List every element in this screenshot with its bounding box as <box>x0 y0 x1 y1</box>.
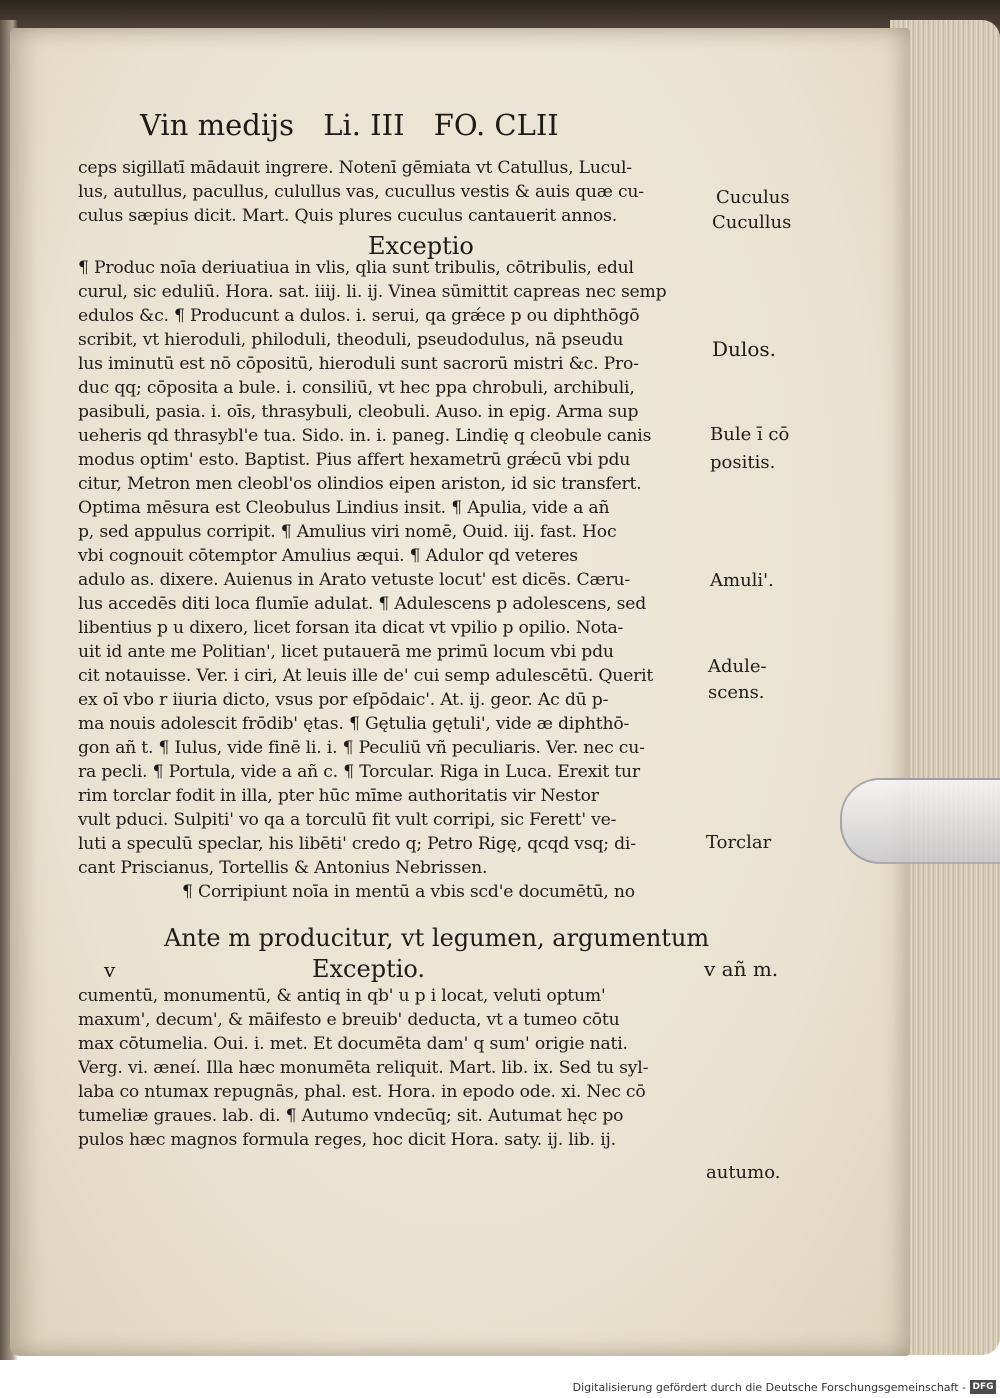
text-line: cant Priscianus, Tortellis & Antonius Nebrissen. <box>78 858 488 878</box>
text-line: culus sæpius dicit. Mart. Quis plures cuculus cantauerit annos. <box>78 206 617 226</box>
margin-note-adule-1: Adule- <box>708 656 767 677</box>
margin-note-adule-2: scens. <box>708 682 765 703</box>
section-heading-ante-m: Ante m producitur, vt legumen, argumentum <box>164 924 710 952</box>
footer-credit: Digitalisierung gefördert durch die Deutsche Forschungsgemeinschaft - <box>572 1381 966 1394</box>
text-line: Verg. vi. æneí. Illa hæc monumēta reliquit. Mart. lib. ix. Sed tu syl- <box>78 1058 649 1078</box>
text-line: p, sed appulus corripit. ¶ Amulius viri nomē, Ouid. iij. fast. Hoc <box>78 522 617 542</box>
section-heading-exceptio-2: Exceptio. <box>312 955 426 983</box>
margin-note-amulius: Amuli'. <box>710 570 774 591</box>
text-line: pasibuli, pasia. i. oīs, thrasybuli, cleobuli. Auso. in epig. Arma sup <box>78 402 639 422</box>
text-line: gon añ t. ¶ Iulus, vide finē li. i. ¶ Peculiū vñ peculiaris. Ver. nec cu- <box>78 738 645 758</box>
text-line: ma nouis adolescit frōdib' ętas. ¶ Gętulia gętuli', vide æ diphthō- <box>78 714 630 734</box>
text-line: tumeliæ graues. lab. di. ¶ Autumo vndecūq; sit. Autumat hęc po <box>78 1106 624 1126</box>
running-head-folio: FO. CLII <box>433 108 559 142</box>
margin-note-dulos: Dulos. <box>712 337 776 361</box>
text-line: Optima mēsura est Cleobulus Lindius insit. ¶ Apulia, vide a añ <box>78 498 610 518</box>
text-line: duc qq; cōposita a bule. i. consiliū, vt hec ppa chrobuli, archibuli, <box>78 378 635 398</box>
running-head <box>140 108 660 142</box>
margin-note-cuculus: Cuculus <box>716 187 790 208</box>
text-line: max cōtumelia. Oui. i. met. Et documēta dam' q sum' origie nati. <box>78 1034 628 1054</box>
margin-note-cucullus: Cucullus <box>712 212 792 233</box>
margin-note-v-an-m: v añ m. <box>704 957 779 981</box>
margin-note-torclar: Torclar <box>706 832 772 853</box>
text-line: ceps sigillatī mādauit ingrere. Notenī gēmiata vt Catullus, Lucul- <box>78 158 632 178</box>
text-line: luti a speculū speclar, his libēti' credo q; Petro Rigę, qcqd vsq; di- <box>78 834 636 854</box>
dfg-logo: DFG <box>970 1380 996 1394</box>
margin-note-autumo: autumo. <box>706 1162 781 1183</box>
margin-note-bule-1: Bule ī cō <box>710 424 790 445</box>
section-letter-v: v <box>104 958 116 982</box>
running-head-left: Vin medijs <box>140 108 294 142</box>
text-line: ex oī vbo r iiuria dicto, vsus por eſpōdaic'. At. ij. geor. Ac dū p- <box>78 690 609 710</box>
page-clip <box>840 778 1000 864</box>
text-line: adulo as. dixere. Auienus in Arato vetuste locut' est dicēs. Cæru- <box>78 570 630 590</box>
text-line: ra pecli. ¶ Portula, vide a añ c. ¶ Torcular. Riga in Luca. Erexit tur <box>78 762 640 782</box>
text-line: cumentū, monumentū, & antiq in qb' u p i locat, veluti optum' <box>78 986 606 1006</box>
text-line: scribit, vt hieroduli, philoduli, theoduli, pseudodulus, nā pseudu <box>78 330 624 350</box>
text-line: libentius p u dixero, licet forsan ita dicat vt vpilio p opilio. Nota- <box>78 618 624 638</box>
text-line: edulos &c. ¶ Producunt a dulos. i. serui, qa grǽce p ou diphthōgō <box>78 306 640 326</box>
text-line: lus accedēs diti loca flumīe adulat. ¶ Adulescens p adolescens, sed <box>78 594 647 614</box>
text-line: vbi cognouit cōtemptor Amulius æqui. ¶ Adulor qd veteres <box>78 546 578 566</box>
text-line: citur, Metron men cleobl'os olindios eipen ariston, id sic transfert. <box>78 474 642 494</box>
text-line: rim torclar fodit in illa, pter hūc mīme authoritatis vir Nestor <box>78 786 599 806</box>
margin-note-bule-2: positis. <box>710 452 776 473</box>
text-line: ueheris qd thrasybl'e tua. Sido. in. i. paneg. Lindię q cleobule canis <box>78 426 652 446</box>
text-line: curul, sic eduliū. Hora. sat. iiij. li. ij. Vinea sūmittit capreas nec semp <box>78 282 667 302</box>
text-line: cit notauisse. Ver. i ciri, At leuis ille de' cui semp adulescētū. Querit <box>78 666 654 686</box>
text-line: uit id ante me Politian', licet putauerā me primū locum vbi pdu <box>78 642 614 662</box>
text-line: lus iminutū est nō cōpositū, hieroduli sunt sacrorū mistri &c. Pro- <box>78 354 639 374</box>
text-line: ¶ Produc noīa deriuatiua in vlis, qlia sunt tribulis, cōtribulis, edul <box>78 258 634 278</box>
section-heading-exceptio: Exceptio <box>368 232 474 260</box>
text-line: lus, autullus, pacullus, culullus vas, cucullus vestis & auis quæ cu- <box>78 182 644 202</box>
text-line: vult pduci. Sulpiti' vo qa a torculū fit vult corripi, sic Ferett' ve- <box>78 810 617 830</box>
text-line: pulos hæc magnos formula reges, hoc dicit Hora. saty. ij. lib. ij. <box>78 1130 616 1150</box>
text-line: maxum', decum', & māifesto e breuib' deducta, vt a tumeo cōtu <box>78 1010 620 1030</box>
text-line: ¶ Corripiunt noīa in mentū a vbis scd'e documētū, no <box>182 882 635 902</box>
text-line: laba co ntumax repugnās, phal. est. Hora. in epodo ode. xi. Nec cō <box>78 1082 646 1102</box>
text-line: modus optim' esto. Baptist. Pius affert hexametrū grǽcū vbi pdu <box>78 450 631 470</box>
running-head-book: Li. III <box>323 108 405 142</box>
